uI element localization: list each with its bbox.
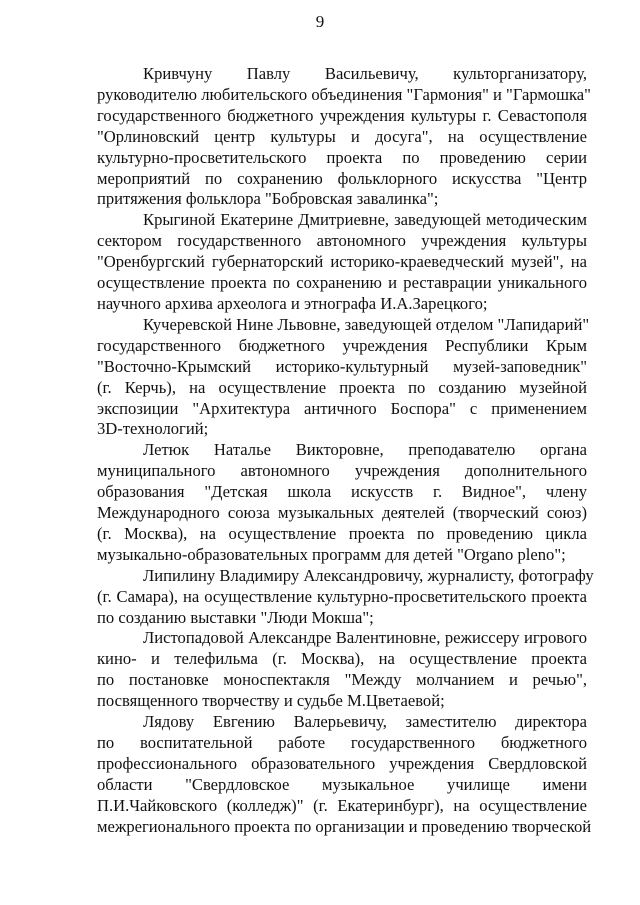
text-line: (г. Керчь), на осуществление проекта по созданию музейной [97,377,587,397]
text-line: музыкально-образовательных программ для детей "Organo pleno"; [97,544,566,564]
text-line: притяжения фольклора "Бобровская завалинка"; [97,189,439,209]
text-line: "Оренбургский губернаторский историко-краеведческий музей", на [97,252,587,272]
text-line: (г. Самара), на осуществление культурно-просветительского проекта [97,586,587,606]
text-line: 3D-технологий; [97,419,209,439]
paragraph [97,64,591,210]
paragraph [97,314,590,440]
text-line: области "Свердловское музыкальное училище имени [97,774,587,794]
text-line: Липилину Владимиру Александровичу, журналисту, фотографу [143,565,594,585]
text-line: Международного союза музыкальных деятелей (творческий союз) [97,503,587,523]
text-line: сектором государственного автономного учреждения культуры [97,231,587,251]
text-line: муниципального автономного учреждения дополнительного [97,461,587,481]
paragraph [97,712,592,837]
text-line: кино- и телефильма (г. Москва), на осуществление проекта [97,649,587,669]
text-line: Кривчуну Павлу Васильевичу, культорганизатору, [143,64,587,83]
text-line: по постановке моноспектакля "Между молчанием и речью", [97,670,587,690]
text-line: Листопадовой Александре Валентиновне, режиссеру игрового [143,628,587,648]
document-body [97,64,594,838]
text-line: Летюк Наталье Викторовне, преподавателю органа [143,440,587,460]
text-line: П.И.Чайковского (колледж)" (г. Екатеринбург), на осуществление [97,795,587,815]
text-line: по созданию выставки "Люди Мокша"; [97,607,374,627]
paragraph [97,440,587,565]
text-line: мероприятий по сохранению фольклорного искусства "Центр [97,168,587,188]
text-line: государственного бюджетного учреждения Республики Крым [97,335,587,355]
text-line: осуществление проекта по сохранению и реставрации уникального [97,273,587,293]
text-line: профессионального образовательного учреждения Свердловской [97,753,587,773]
text-line: Лядову Евгению Валерьевичу, заместителю директора [143,712,587,732]
text-line: "Восточно-Крымский историко-культурный музей-заповедник" [97,356,587,376]
paragraph [97,210,587,315]
text-line: государственного бюджетного учреждения культуры г. Севастополя [97,105,587,125]
text-line: межрегионального проекта по организации и проведению творческой [97,816,592,836]
page-number: 9 [315,12,325,31]
text-line: научного архива археолога и этнографа И.А.Зарецкого; [97,293,488,313]
text-line: "Орлиновский центр культуры и досуга", на осуществление [97,126,587,146]
text-line: по воспитательной работе государственного бюджетного [97,733,587,752]
text-line: руководителю любительского объединения "Гармония" и "Гармошка" [97,84,591,104]
text-line: посвященного творчеству и судьбе М.Цветаевой; [97,691,445,711]
text-line: экспозиции "Архитектура античного Боспора" с применением [97,398,587,418]
paragraph [97,628,587,712]
text-line: образования "Детская школа искусств г. Видное", члену [97,482,587,502]
text-line: культурно-просветительского проекта по проведению серии [97,147,587,167]
text-line: Кучеревской Нине Львовне, заведующей отделом "Лапидарий" [143,314,590,334]
text-line: (г. Москва), на осуществление проекта по проведению цикла [97,523,587,543]
text-line: Крыгиной Екатерине Дмитриевне, заведующей методическим [143,210,587,230]
paragraph [97,565,594,629]
